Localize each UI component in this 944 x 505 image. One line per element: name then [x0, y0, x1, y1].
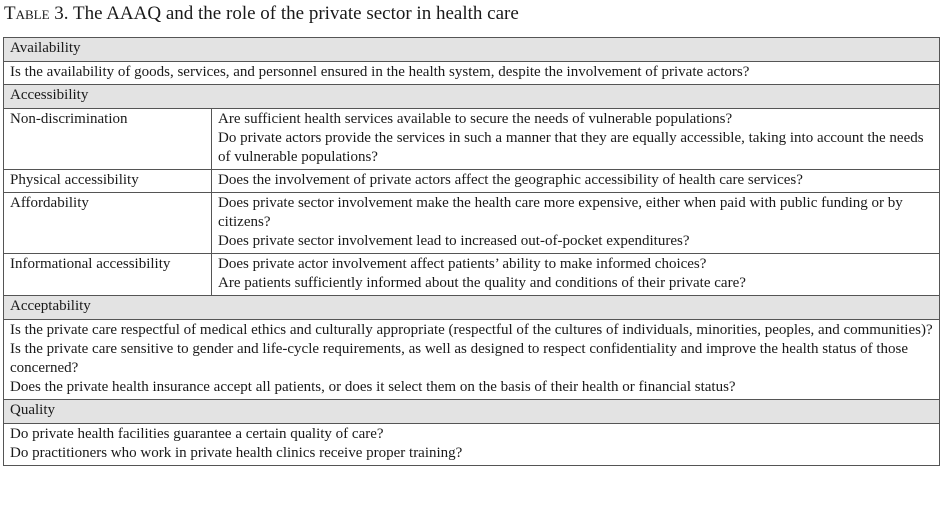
row-label: Informational accessibility — [4, 254, 212, 296]
section-header-accessibility — [4, 85, 940, 109]
question-text: Is the availability of goods, services, and personnel ensured in the health system, despite the involvement of private actors? — [10, 64, 750, 80]
row-label: Non-discrimination — [4, 109, 212, 170]
section-heading: Availability — [4, 38, 940, 62]
question-cell — [4, 320, 940, 400]
section-heading: Quality — [4, 400, 940, 424]
row-label: Physical accessibility — [4, 170, 212, 193]
question-text: Does private actor involvement affect patients’ ability to make informed choices? — [218, 256, 707, 272]
table-row — [4, 109, 940, 170]
table-number: Table 3. — [4, 3, 69, 24]
table-row — [4, 254, 940, 296]
table-row — [4, 193, 940, 254]
question-text: Do private actors provide the services in such a manner that they are equally accessible, taking into account the needs of vulnerable populations? — [218, 130, 924, 165]
question-text: Does the private health insurance accept all patients, or does it select them on the basis of their health or financial status? — [10, 379, 736, 395]
question-cell — [212, 109, 940, 170]
section-header-acceptability — [4, 296, 940, 320]
table-row — [4, 320, 940, 400]
section-header-quality — [4, 400, 940, 424]
question-cell — [4, 62, 940, 85]
section-header-availability — [4, 38, 940, 62]
row-label: Affordability — [4, 193, 212, 254]
question-cell — [212, 193, 940, 254]
question-cell — [212, 254, 940, 296]
table-title: The AAAQ and the role of the private sector in health care — [72, 3, 519, 24]
aaaq-table — [3, 37, 940, 466]
question-text: Does the involvement of private actors affect the geographic accessibility of health care services? — [218, 172, 803, 188]
question-text: Does private sector involvement lead to increased out-of-pocket expenditures? — [218, 233, 690, 249]
question-text: Is the private care sensitive to gender and life-cycle requirements, as well as designed to respect confidentiality and improve the health status of those concerned? — [10, 341, 909, 376]
question-text: Is the private care respectful of medical ethics and culturally appropriate (respectful of the cultures of individuals, minorities, peoples, and communities)? — [10, 322, 933, 338]
table-row — [4, 62, 940, 85]
table-row — [4, 424, 940, 466]
question-text: Does private sector involvement make the health care more expensive, either when paid with public funding or by citizens? — [218, 195, 903, 230]
table-caption — [4, 2, 519, 26]
question-cell — [4, 424, 940, 466]
question-text: Do private health facilities guarantee a certain quality of care? — [10, 426, 384, 442]
question-text: Do practitioners who work in private health clinics receive proper training? — [10, 445, 463, 461]
section-heading: Accessibility — [4, 85, 940, 109]
question-cell — [212, 170, 940, 193]
table-row — [4, 170, 940, 193]
section-heading: Acceptability — [4, 296, 940, 320]
question-text: Are sufficient health services available to secure the needs of vulnerable populations? — [218, 111, 733, 127]
question-text: Are patients sufficiently informed about the quality and conditions of their private care? — [218, 275, 746, 291]
